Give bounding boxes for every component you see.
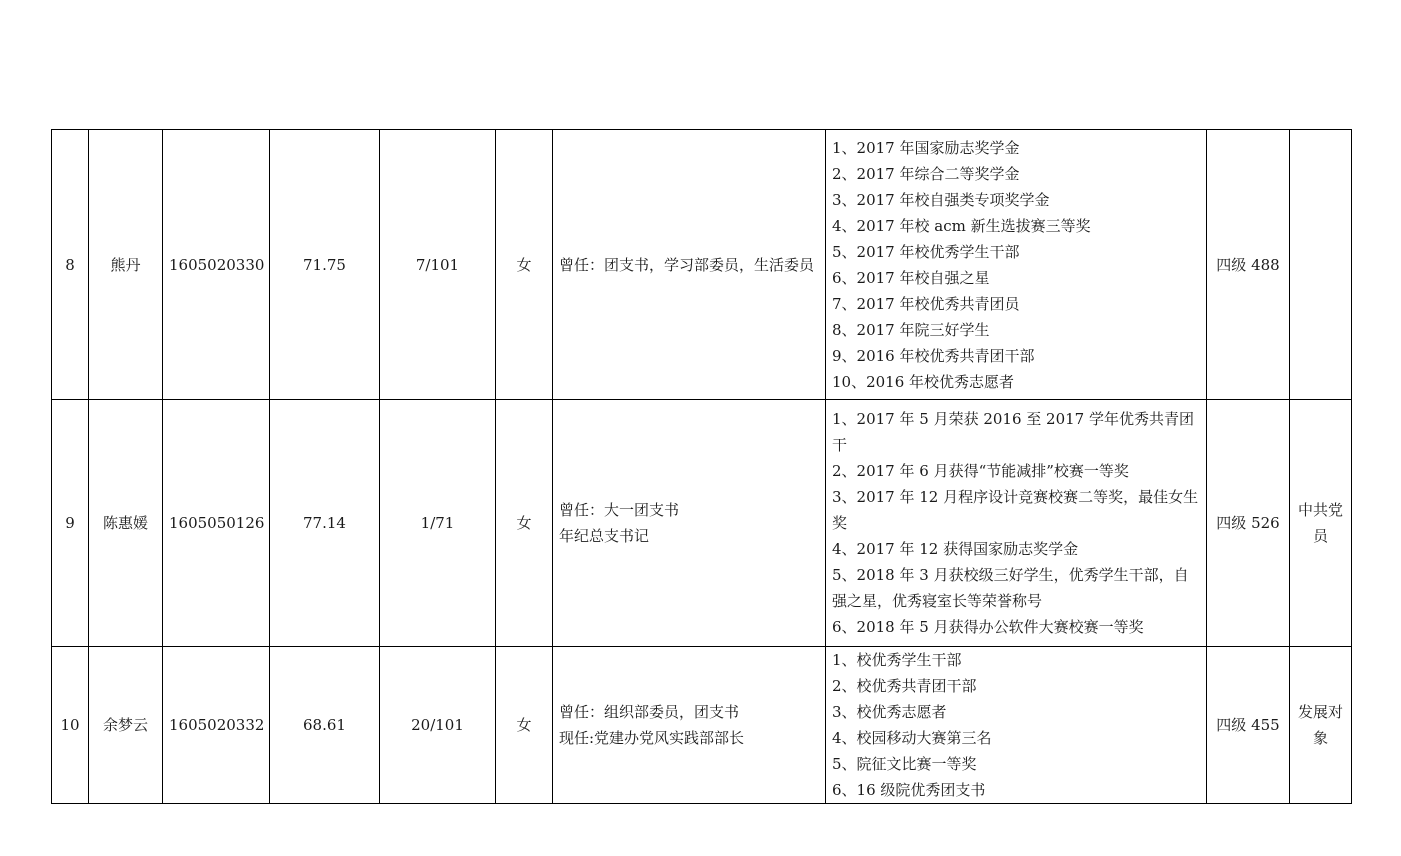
student-name: 余梦云 [89, 647, 163, 804]
position-line: 曾任：组织部委员，团支书 [559, 703, 740, 721]
political-status [1290, 130, 1352, 400]
award-line: 4、2017 年校 acm 新生选拔赛三等奖 [832, 216, 1091, 235]
student-id: 1605020332 [163, 647, 270, 804]
awards-cell [826, 647, 1207, 804]
award-line: 1、2017 年国家励志奖学金 [832, 138, 1020, 157]
score: 71.75 [270, 130, 380, 400]
award-line: 5、2018 年 3 月获校级三好学生，优秀学生干部，自强之星，优秀寝室长等荣誉称号 [832, 566, 1189, 610]
student-name: 陈惠媛 [89, 400, 163, 647]
award-line: 6、2017 年校自强之星 [832, 268, 990, 287]
position-line: 年纪总支书记 [559, 527, 650, 545]
rank: 1/71 [380, 400, 496, 647]
positions-cell [553, 400, 826, 647]
political-status: 中共党员 [1290, 400, 1352, 647]
position-line: 现任:党建办党风实践部部长 [559, 729, 745, 747]
gender: 女 [496, 647, 553, 804]
row-number: 9 [52, 400, 89, 647]
award-line: 2、2017 年综合二等奖学金 [832, 164, 1020, 183]
row-number: 10 [52, 647, 89, 804]
student-id: 1605020330 [163, 130, 270, 400]
table-row [52, 130, 1352, 400]
cet-score: 四级 455 [1207, 647, 1290, 804]
awards-cell [826, 400, 1207, 647]
row-number: 8 [52, 130, 89, 400]
cet-score: 四级 488 [1207, 130, 1290, 400]
award-line: 3、2017 年 12 月程序设计竞赛校赛二等奖，最佳女生奖 [832, 488, 1199, 532]
award-line: 3、2017 年校自强类专项奖学金 [832, 190, 1050, 209]
award-line: 2、校优秀共青团干部 [832, 677, 977, 695]
award-line: 6、2018 年 5 月获得办公软件大赛校赛一等奖 [832, 618, 1144, 636]
rank: 7/101 [380, 130, 496, 400]
score: 68.61 [270, 647, 380, 804]
award-line: 3、校优秀志愿者 [832, 703, 947, 721]
award-line: 1、校优秀学生干部 [832, 651, 962, 669]
awards-cell [826, 130, 1207, 400]
rank: 20/101 [380, 647, 496, 804]
position-line: 曾任：团支书，学习部委员，生活委员 [559, 255, 815, 274]
gender: 女 [496, 130, 553, 400]
award-line: 7、2017 年校优秀共青团员 [832, 294, 1020, 313]
student-name: 熊丹 [89, 130, 163, 400]
award-line: 4、2017 年 12 获得国家励志奖学金 [832, 540, 1079, 558]
political-status: 发展对象 [1290, 647, 1352, 804]
award-line: 6、16 级院优秀团支书 [832, 781, 986, 799]
award-line: 10、2016 年校优秀志愿者 [832, 372, 1015, 391]
cet-score: 四级 526 [1207, 400, 1290, 647]
award-line: 8、2017 年院三好学生 [832, 320, 990, 339]
positions-cell [553, 647, 826, 804]
student-table [51, 129, 1352, 804]
award-line: 5、院征文比赛一等奖 [832, 755, 977, 773]
student-id: 1605050126 [163, 400, 270, 647]
award-line: 5、2017 年校优秀学生干部 [832, 242, 1020, 261]
position-line: 曾任：大一团支书 [559, 501, 680, 519]
award-line: 9、2016 年校优秀共青团干部 [832, 346, 1035, 365]
gender: 女 [496, 400, 553, 647]
award-line: 2、2017 年 6 月获得“节能减排”校赛一等奖 [832, 462, 1129, 480]
table-row [52, 647, 1352, 804]
positions-cell [553, 130, 826, 400]
award-line: 1、2017 年 5 月荣获 2016 至 2017 学年优秀共青团干 [832, 410, 1194, 454]
score: 77.14 [270, 400, 380, 647]
award-line: 4、校园移动大赛第三名 [832, 729, 992, 747]
table-row [52, 400, 1352, 647]
